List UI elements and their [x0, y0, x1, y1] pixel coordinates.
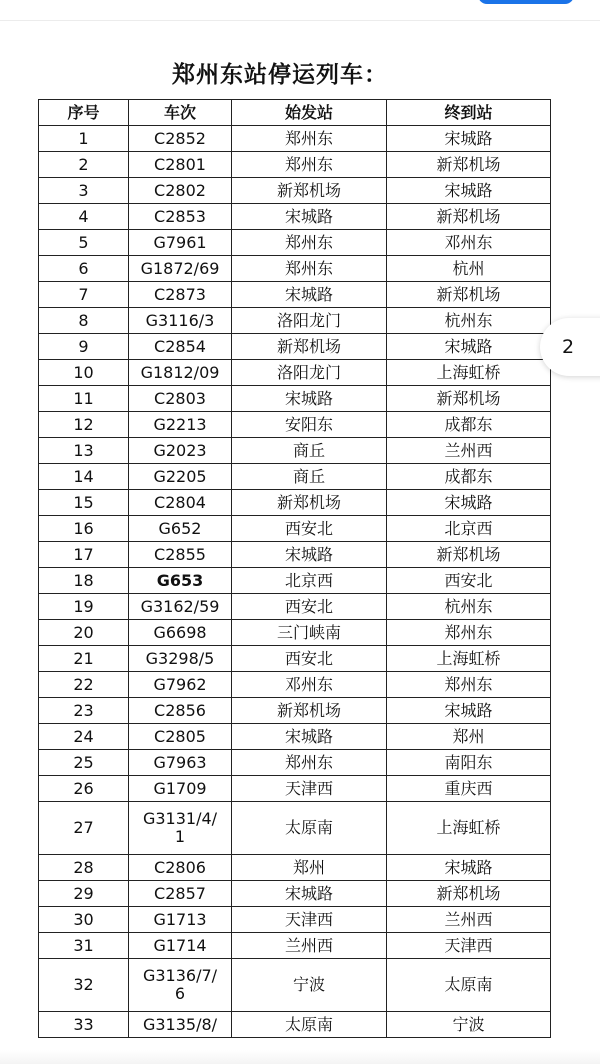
table-row	[39, 204, 551, 230]
cell-origin: 宋城路	[232, 724, 387, 750]
cell-terminal: 新郑机场	[387, 542, 551, 568]
cell-terminal: 上海虹桥	[387, 802, 551, 855]
table-row	[39, 907, 551, 933]
cell-origin: 郑州	[232, 855, 387, 881]
cell-index: 5	[39, 230, 129, 256]
table-row	[39, 933, 551, 959]
cell-index: 13	[39, 438, 129, 464]
cell-train-number: C2856	[129, 698, 232, 724]
cell-train-number: C2854	[129, 334, 232, 360]
cell-origin: 宋城路	[232, 386, 387, 412]
table-row	[39, 698, 551, 724]
table-row	[39, 646, 551, 672]
cell-terminal: 天津西	[387, 933, 551, 959]
cell-index: 33	[39, 1012, 129, 1038]
header-terminal-station: 终到站	[387, 100, 551, 126]
cell-train-number: C2802	[129, 178, 232, 204]
cell-origin: 天津西	[232, 776, 387, 802]
cell-train-number: G3298/5	[129, 646, 232, 672]
cell-train-number: C2857	[129, 881, 232, 907]
cell-terminal: 宋城路	[387, 698, 551, 724]
cell-terminal: 邓州东	[387, 230, 551, 256]
top-action-button[interactable]	[478, 0, 574, 4]
cell-index: 17	[39, 542, 129, 568]
cell-index: 2	[39, 152, 129, 178]
cell-train-number: G1713	[129, 907, 232, 933]
cell-index: 9	[39, 334, 129, 360]
cell-origin: 宁波	[232, 959, 387, 1012]
cell-origin: 商丘	[232, 438, 387, 464]
cell-train-number: G2205	[129, 464, 232, 490]
cell-terminal: 宋城路	[387, 178, 551, 204]
cell-origin: 宋城路	[232, 204, 387, 230]
cell-origin: 西安北	[232, 646, 387, 672]
cell-terminal: 成都东	[387, 412, 551, 438]
page-title: 郑州东站停运列车：	[172, 62, 388, 88]
table-row	[39, 152, 551, 178]
cell-terminal: 郑州东	[387, 672, 551, 698]
cell-terminal: 郑州	[387, 724, 551, 750]
cell-origin: 郑州东	[232, 256, 387, 282]
suspended-trains-table	[38, 99, 551, 1038]
cell-origin: 商丘	[232, 464, 387, 490]
cell-terminal: 太原南	[387, 959, 551, 1012]
cell-origin: 太原南	[232, 802, 387, 855]
cell-index: 1	[39, 126, 129, 152]
header-origin-station: 始发站	[232, 100, 387, 126]
table-row	[39, 594, 551, 620]
header-train-number: 车次	[129, 100, 232, 126]
cell-origin: 郑州东	[232, 750, 387, 776]
cell-terminal: 宁波	[387, 1012, 551, 1038]
cell-index: 19	[39, 594, 129, 620]
table-row	[39, 178, 551, 204]
cell-index: 4	[39, 204, 129, 230]
cell-terminal: 宋城路	[387, 334, 551, 360]
cell-train-number: G1872/69	[129, 256, 232, 282]
cell-terminal: 新郑机场	[387, 282, 551, 308]
table-row	[39, 959, 551, 1012]
table-row	[39, 881, 551, 907]
cell-index: 18	[39, 568, 129, 594]
table-row	[39, 776, 551, 802]
cell-terminal: 宋城路	[387, 490, 551, 516]
cell-index: 12	[39, 412, 129, 438]
cell-train-number: G7962	[129, 672, 232, 698]
cell-train-number: C2873	[129, 282, 232, 308]
cell-index: 6	[39, 256, 129, 282]
cell-origin: 洛阳龙门	[232, 360, 387, 386]
table-row	[39, 230, 551, 256]
cell-train-number: G1709	[129, 776, 232, 802]
cell-index: 10	[39, 360, 129, 386]
table-row	[39, 490, 551, 516]
cell-origin: 郑州东	[232, 152, 387, 178]
cell-terminal: 上海虹桥	[387, 646, 551, 672]
cell-origin: 新郑机场	[232, 490, 387, 516]
cell-train-number: C2805	[129, 724, 232, 750]
cell-index: 25	[39, 750, 129, 776]
cell-index: 16	[39, 516, 129, 542]
page-number: 2	[562, 336, 575, 358]
cell-train-number: G3136/7/ 6	[129, 959, 232, 1012]
cell-origin: 新郑机场	[232, 334, 387, 360]
cell-index: 22	[39, 672, 129, 698]
cell-origin: 兰州西	[232, 933, 387, 959]
cell-terminal: 郑州东	[387, 620, 551, 646]
table-row	[39, 282, 551, 308]
cell-index: 15	[39, 490, 129, 516]
table-row	[39, 672, 551, 698]
table-header-row	[39, 100, 551, 126]
cell-terminal: 杭州东	[387, 308, 551, 334]
cell-train-number: G7963	[129, 750, 232, 776]
cell-terminal: 杭州东	[387, 594, 551, 620]
cell-index: 11	[39, 386, 129, 412]
cell-index: 24	[39, 724, 129, 750]
cell-terminal: 新郑机场	[387, 881, 551, 907]
cell-origin: 天津西	[232, 907, 387, 933]
page-indicator[interactable]	[540, 318, 600, 376]
cell-terminal: 宋城路	[387, 855, 551, 881]
cell-origin: 新郑机场	[232, 178, 387, 204]
table-row	[39, 308, 551, 334]
table-row	[39, 1012, 551, 1038]
cell-train-number: C2804	[129, 490, 232, 516]
cell-index: 20	[39, 620, 129, 646]
table-row	[39, 724, 551, 750]
cell-origin: 郑州东	[232, 126, 387, 152]
table-row	[39, 126, 551, 152]
cell-train-number: C2855	[129, 542, 232, 568]
cell-train-number: G6698	[129, 620, 232, 646]
cell-origin: 新郑机场	[232, 698, 387, 724]
table-row	[39, 568, 551, 594]
cell-terminal: 成都东	[387, 464, 551, 490]
cell-terminal: 宋城路	[387, 126, 551, 152]
table-row	[39, 386, 551, 412]
cell-origin: 三门峡南	[232, 620, 387, 646]
cell-origin: 西安北	[232, 516, 387, 542]
cell-terminal: 北京西	[387, 516, 551, 542]
cell-origin: 北京西	[232, 568, 387, 594]
cell-train-number: G3116/3	[129, 308, 232, 334]
table-body	[39, 126, 551, 1038]
table-row	[39, 516, 551, 542]
cell-index: 30	[39, 907, 129, 933]
cell-origin: 宋城路	[232, 282, 387, 308]
cell-index: 7	[39, 282, 129, 308]
cell-index: 23	[39, 698, 129, 724]
cell-index: 21	[39, 646, 129, 672]
cell-origin: 郑州东	[232, 230, 387, 256]
cell-terminal: 兰州西	[387, 907, 551, 933]
cell-index: 8	[39, 308, 129, 334]
cell-train-number: G652	[129, 516, 232, 542]
table-row	[39, 464, 551, 490]
header-index: 序号	[39, 100, 129, 126]
cell-terminal: 杭州	[387, 256, 551, 282]
table-row	[39, 620, 551, 646]
cell-train-number: G1714	[129, 933, 232, 959]
cell-train-number: C2803	[129, 386, 232, 412]
cell-terminal: 西安北	[387, 568, 551, 594]
cell-index: 32	[39, 959, 129, 1012]
cell-train-number: G7961	[129, 230, 232, 256]
cell-index: 29	[39, 881, 129, 907]
cell-index: 31	[39, 933, 129, 959]
cell-terminal: 新郑机场	[387, 204, 551, 230]
cell-index: 14	[39, 464, 129, 490]
cell-terminal: 重庆西	[387, 776, 551, 802]
cell-index: 28	[39, 855, 129, 881]
table-row	[39, 334, 551, 360]
table-row	[39, 412, 551, 438]
table-row	[39, 256, 551, 282]
cell-terminal: 南阳东	[387, 750, 551, 776]
cell-terminal: 新郑机场	[387, 386, 551, 412]
cell-train-number: G2023	[129, 438, 232, 464]
cell-origin: 宋城路	[232, 542, 387, 568]
cell-origin: 邓州东	[232, 672, 387, 698]
cell-train-number: C2852	[129, 126, 232, 152]
cell-terminal: 新郑机场	[387, 152, 551, 178]
table-row	[39, 750, 551, 776]
cell-terminal: 兰州西	[387, 438, 551, 464]
bottom-edge	[0, 1050, 600, 1064]
cell-index: 3	[39, 178, 129, 204]
cell-index: 27	[39, 802, 129, 855]
cell-train-number: G653	[129, 568, 232, 594]
cell-origin: 安阳东	[232, 412, 387, 438]
cell-origin: 洛阳龙门	[232, 308, 387, 334]
table-row	[39, 360, 551, 386]
table-row	[39, 855, 551, 881]
table-row	[39, 802, 551, 855]
cell-origin: 太原南	[232, 1012, 387, 1038]
cell-train-number: G1812/09	[129, 360, 232, 386]
cell-train-number: C2801	[129, 152, 232, 178]
table-row	[39, 542, 551, 568]
cell-index: 26	[39, 776, 129, 802]
cell-train-number: G2213	[129, 412, 232, 438]
cell-origin: 西安北	[232, 594, 387, 620]
cell-train-number: G3131/4/ 1	[129, 802, 232, 855]
cell-train-number: C2806	[129, 855, 232, 881]
cell-train-number: G3135/8/	[129, 1012, 232, 1038]
top-divider	[0, 20, 600, 21]
cell-terminal: 上海虹桥	[387, 360, 551, 386]
cell-train-number: G3162/59	[129, 594, 232, 620]
table-row	[39, 438, 551, 464]
cell-train-number: C2853	[129, 204, 232, 230]
cell-origin: 宋城路	[232, 881, 387, 907]
